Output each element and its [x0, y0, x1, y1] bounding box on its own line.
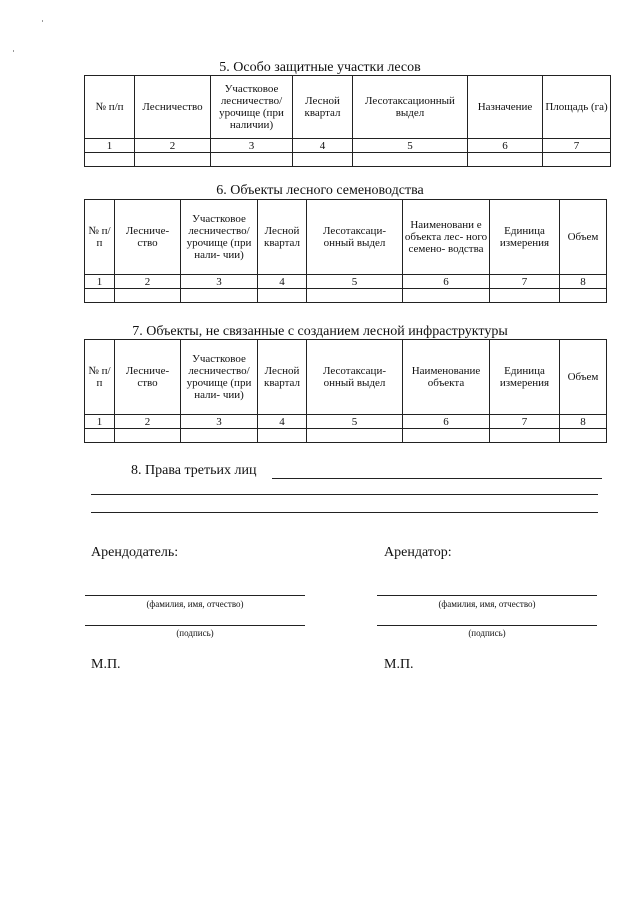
landlord-fio-caption: (фамилия, имя, отчество): [146, 599, 244, 609]
landlord-signature-line[interactable]: [85, 625, 305, 626]
column-number: 5: [307, 415, 403, 429]
tenant-stamp-label: М.П.: [384, 657, 414, 672]
empty-cell[interactable]: [403, 289, 490, 303]
header-cell: Участковое лесничество/ урочище (при наличии): [211, 76, 293, 139]
empty-cell[interactable]: [211, 153, 293, 167]
header-cell: Лесниче- ство: [115, 340, 181, 415]
column-number: 7: [490, 415, 560, 429]
column-number: 6: [403, 415, 490, 429]
empty-cell[interactable]: [85, 289, 115, 303]
header-cell: Назначение: [468, 76, 543, 139]
column-number: 1: [85, 415, 115, 429]
empty-cell[interactable]: [85, 429, 115, 443]
tenant-fio-caption: (фамилия, имя, отчество): [438, 599, 536, 609]
column-number: 1: [85, 139, 135, 153]
empty-cell[interactable]: [258, 429, 307, 443]
header-cell: Участковое лесничество/ урочище (при нали- чии): [181, 200, 258, 275]
empty-cell[interactable]: [115, 289, 181, 303]
column-number: 5: [307, 275, 403, 289]
table-number-row: [85, 275, 607, 289]
column-number: 2: [115, 275, 181, 289]
header-cell: Единица измерения: [490, 200, 560, 275]
table-header-row: [85, 340, 607, 415]
third-party-rights-line[interactable]: [91, 512, 598, 513]
column-number: 2: [135, 139, 211, 153]
column-number: 7: [490, 275, 560, 289]
table-header-row: [85, 76, 611, 139]
scan-speck: [42, 20, 43, 22]
landlord-signature-caption: (подпись): [176, 628, 214, 638]
table-number-row: [85, 415, 607, 429]
scan-speck: [13, 50, 14, 52]
section-8-title: 8. Права третьих лиц: [131, 463, 257, 478]
table-empty-row: [85, 289, 607, 303]
header-cell: Лесной квартал: [258, 200, 307, 275]
header-cell: № п/п: [85, 340, 115, 415]
header-cell: Лесничество: [135, 76, 211, 139]
header-cell: Единица измерения: [490, 340, 560, 415]
section-5-table: [84, 75, 611, 167]
column-number: 3: [181, 275, 258, 289]
header-cell: Лесной квартал: [293, 76, 353, 139]
landlord-label: Арендодатель:: [91, 545, 179, 560]
landlord-stamp-label: М.П.: [91, 657, 121, 672]
header-cell: Лесотаксаци- онный выдел: [307, 340, 403, 415]
empty-cell[interactable]: [543, 153, 611, 167]
column-number: 8: [560, 275, 607, 289]
column-number: 6: [468, 139, 543, 153]
header-cell: Наименование объекта: [403, 340, 490, 415]
header-cell: Объем: [560, 340, 607, 415]
column-number: 3: [181, 415, 258, 429]
header-cell: Лесотаксаци- онный выдел: [307, 200, 403, 275]
column-number: 4: [258, 275, 307, 289]
empty-cell[interactable]: [403, 429, 490, 443]
column-number: 6: [403, 275, 490, 289]
tenant-fio-line[interactable]: [377, 595, 597, 596]
column-number: 4: [293, 139, 353, 153]
empty-cell[interactable]: [258, 289, 307, 303]
header-cell: Лесниче- ство: [115, 200, 181, 275]
section-6-table: [84, 199, 607, 303]
header-cell: Наименовани е объекта лес- ного семено- водства: [403, 200, 490, 275]
empty-cell[interactable]: [560, 289, 607, 303]
column-number: 3: [211, 139, 293, 153]
column-number: 5: [353, 139, 468, 153]
column-number: 7: [543, 139, 611, 153]
header-cell: Объем: [560, 200, 607, 275]
empty-cell[interactable]: [181, 289, 258, 303]
header-cell: Участковое лесничество/ урочище (при нали- чии): [181, 340, 258, 415]
tenant-signature-line[interactable]: [377, 625, 597, 626]
empty-cell[interactable]: [293, 153, 353, 167]
empty-cell[interactable]: [307, 429, 403, 443]
table-header-row: [85, 200, 607, 275]
tenant-label: Арендатор:: [384, 545, 452, 560]
table-number-row: [85, 139, 611, 153]
header-cell: № п/п: [85, 76, 135, 139]
header-cell: Лесной квартал: [258, 340, 307, 415]
header-cell: Площадь (га): [543, 76, 611, 139]
section-5-title: 5. Особо защитные участки лесов: [219, 60, 421, 75]
column-number: 4: [258, 415, 307, 429]
column-number: 2: [115, 415, 181, 429]
column-number: 1: [85, 275, 115, 289]
empty-cell[interactable]: [181, 429, 258, 443]
empty-cell[interactable]: [560, 429, 607, 443]
landlord-fio-line[interactable]: [85, 595, 305, 596]
empty-cell[interactable]: [468, 153, 543, 167]
empty-cell[interactable]: [490, 429, 560, 443]
column-number: 8: [560, 415, 607, 429]
empty-cell[interactable]: [353, 153, 468, 167]
header-cell: Лесотаксационный выдел: [353, 76, 468, 139]
empty-cell[interactable]: [307, 289, 403, 303]
empty-cell[interactable]: [490, 289, 560, 303]
table-empty-row: [85, 429, 607, 443]
third-party-rights-line[interactable]: [91, 494, 598, 495]
empty-cell[interactable]: [115, 429, 181, 443]
section-6-title: 6. Объекты лесного семеноводства: [216, 183, 424, 198]
third-party-rights-line[interactable]: [272, 478, 602, 479]
header-cell: № п/п: [85, 200, 115, 275]
section-7-table: [84, 339, 607, 443]
empty-cell[interactable]: [135, 153, 211, 167]
tenant-signature-caption: (подпись): [468, 628, 506, 638]
section-7-title: 7. Объекты, не связанные с созданием лесной инфраструктуры: [132, 324, 508, 339]
empty-cell[interactable]: [85, 153, 135, 167]
table-empty-row: [85, 153, 611, 167]
